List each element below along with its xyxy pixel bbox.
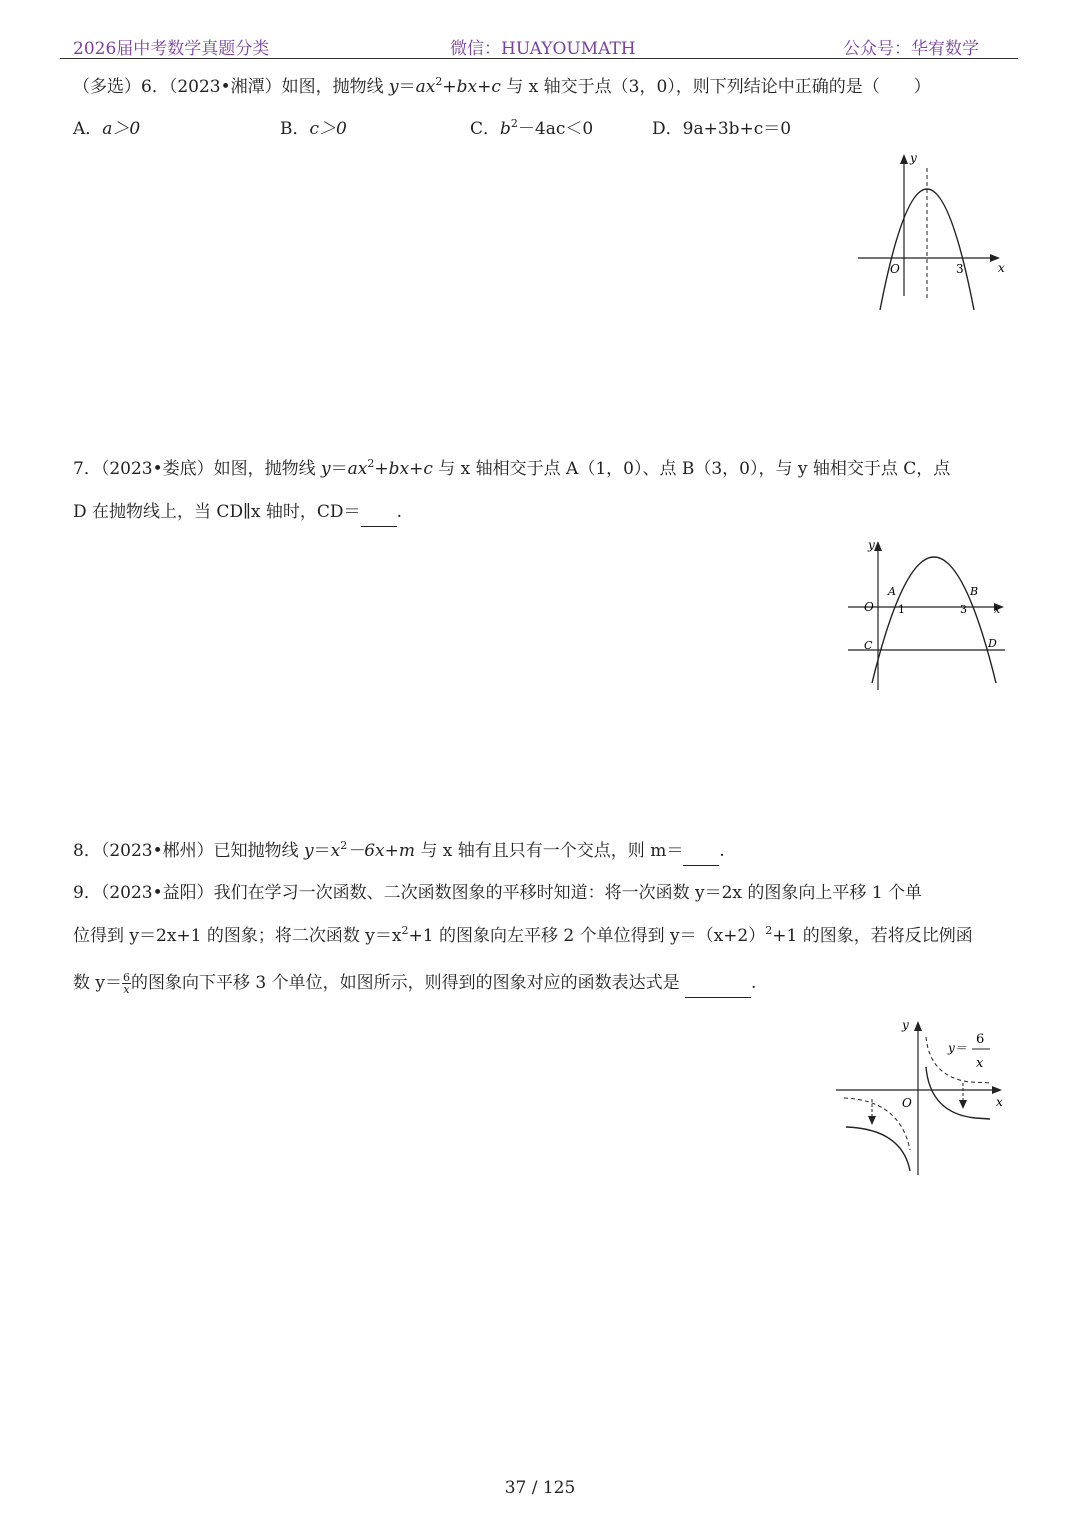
svg-text:y: y [868, 538, 875, 552]
svg-text:3: 3 [960, 603, 967, 616]
q6-option-b: B．c＞0 [280, 119, 347, 139]
q7-answer-blank[interactable] [361, 504, 397, 527]
q6-stem: （多选）6．（2023•湘潭）如图，抛物线 $y=ax^2+bx+c$ 与 x 轴交于点（3，0），则下列结论中正确的是（ ） [73, 75, 931, 97]
q8-answer-blank[interactable] [683, 843, 719, 866]
q9-fraction: $\frac{6}{x}$ [123, 971, 131, 996]
svg-text:3: 3 [956, 262, 964, 276]
q6-parabola-figure [850, 148, 1010, 318]
header-account: 公众号：华宥数学 [843, 39, 979, 59]
svg-text:x: x [998, 261, 1005, 275]
svg-text:y: y [910, 151, 917, 165]
page-number: 37 / 125 [504, 1478, 576, 1498]
q6-option-c: C．$b^2-4ac<0$ [470, 117, 594, 139]
header-divider [60, 58, 1018, 59]
q7-stem-line1: 7．（2023•娄底）如图，抛物线 $y=ax^2+bx+c$ 与 x 轴相交于点 A（1，0）、点 B（3，0），与 y 轴相交于点 C，点 [73, 457, 951, 479]
svg-text:O: O [864, 600, 874, 614]
q6-option-d: D．9a+3b+c＝0 [652, 119, 792, 139]
svg-text:x: x [996, 1095, 1003, 1109]
q7-parabola-figure [840, 535, 1015, 695]
header-title: 2026届中考数学真题分类 [73, 39, 270, 59]
svg-text:A: A [888, 585, 896, 598]
svg-text:6: 6 [976, 1032, 985, 1047]
svg-text:1: 1 [898, 603, 905, 616]
q6-option-a: A．a＞0 [73, 119, 141, 139]
q9-answer-blank[interactable] [685, 975, 751, 998]
q9-stem-line1: 9．（2023•益阳）我们在学习一次函数、二次函数图象的平移时知道：将一次函数 y＝2x 的图象向上平移 1 个单 [73, 883, 923, 903]
svg-text:y＝: y＝ [948, 1041, 967, 1055]
svg-text:x: x [976, 1056, 984, 1071]
svg-text:C: C [864, 639, 873, 652]
q8-stem: 8．（2023•郴州）已知抛物线 $y=x^2-6x+m$ 与 x 轴有且只有一个交点，则 m＝ . [73, 840, 725, 866]
svg-text:x: x [994, 603, 1001, 616]
q9-stem-line3: 数 y＝ $\frac{6}{x}$ 的图象向下平移 3 个单位，如图所示，则得到的图象对应的函数表达式是 . [73, 971, 757, 996]
svg-text:B: B [970, 585, 979, 598]
q9-hyperbola-figure [830, 1015, 1015, 1180]
header-wechat: 微信：HUAYOUMATH [450, 39, 636, 59]
svg-text:O: O [890, 262, 900, 276]
q9-stem-line2: 位得到 y＝2x+1 的图象；将二次函数 $y=x^2+1$ 的图象向左平移 2 个单位得到 $y=(x+2)^2+1$ 的图象，若将反比例函 [73, 924, 973, 946]
svg-text:y: y [902, 1018, 909, 1032]
q7-stem-line2: D 在抛物线上，当 CD∥x 轴时，CD＝ . [73, 501, 402, 527]
svg-text:D: D [988, 637, 997, 650]
svg-text:O: O [902, 1096, 912, 1110]
